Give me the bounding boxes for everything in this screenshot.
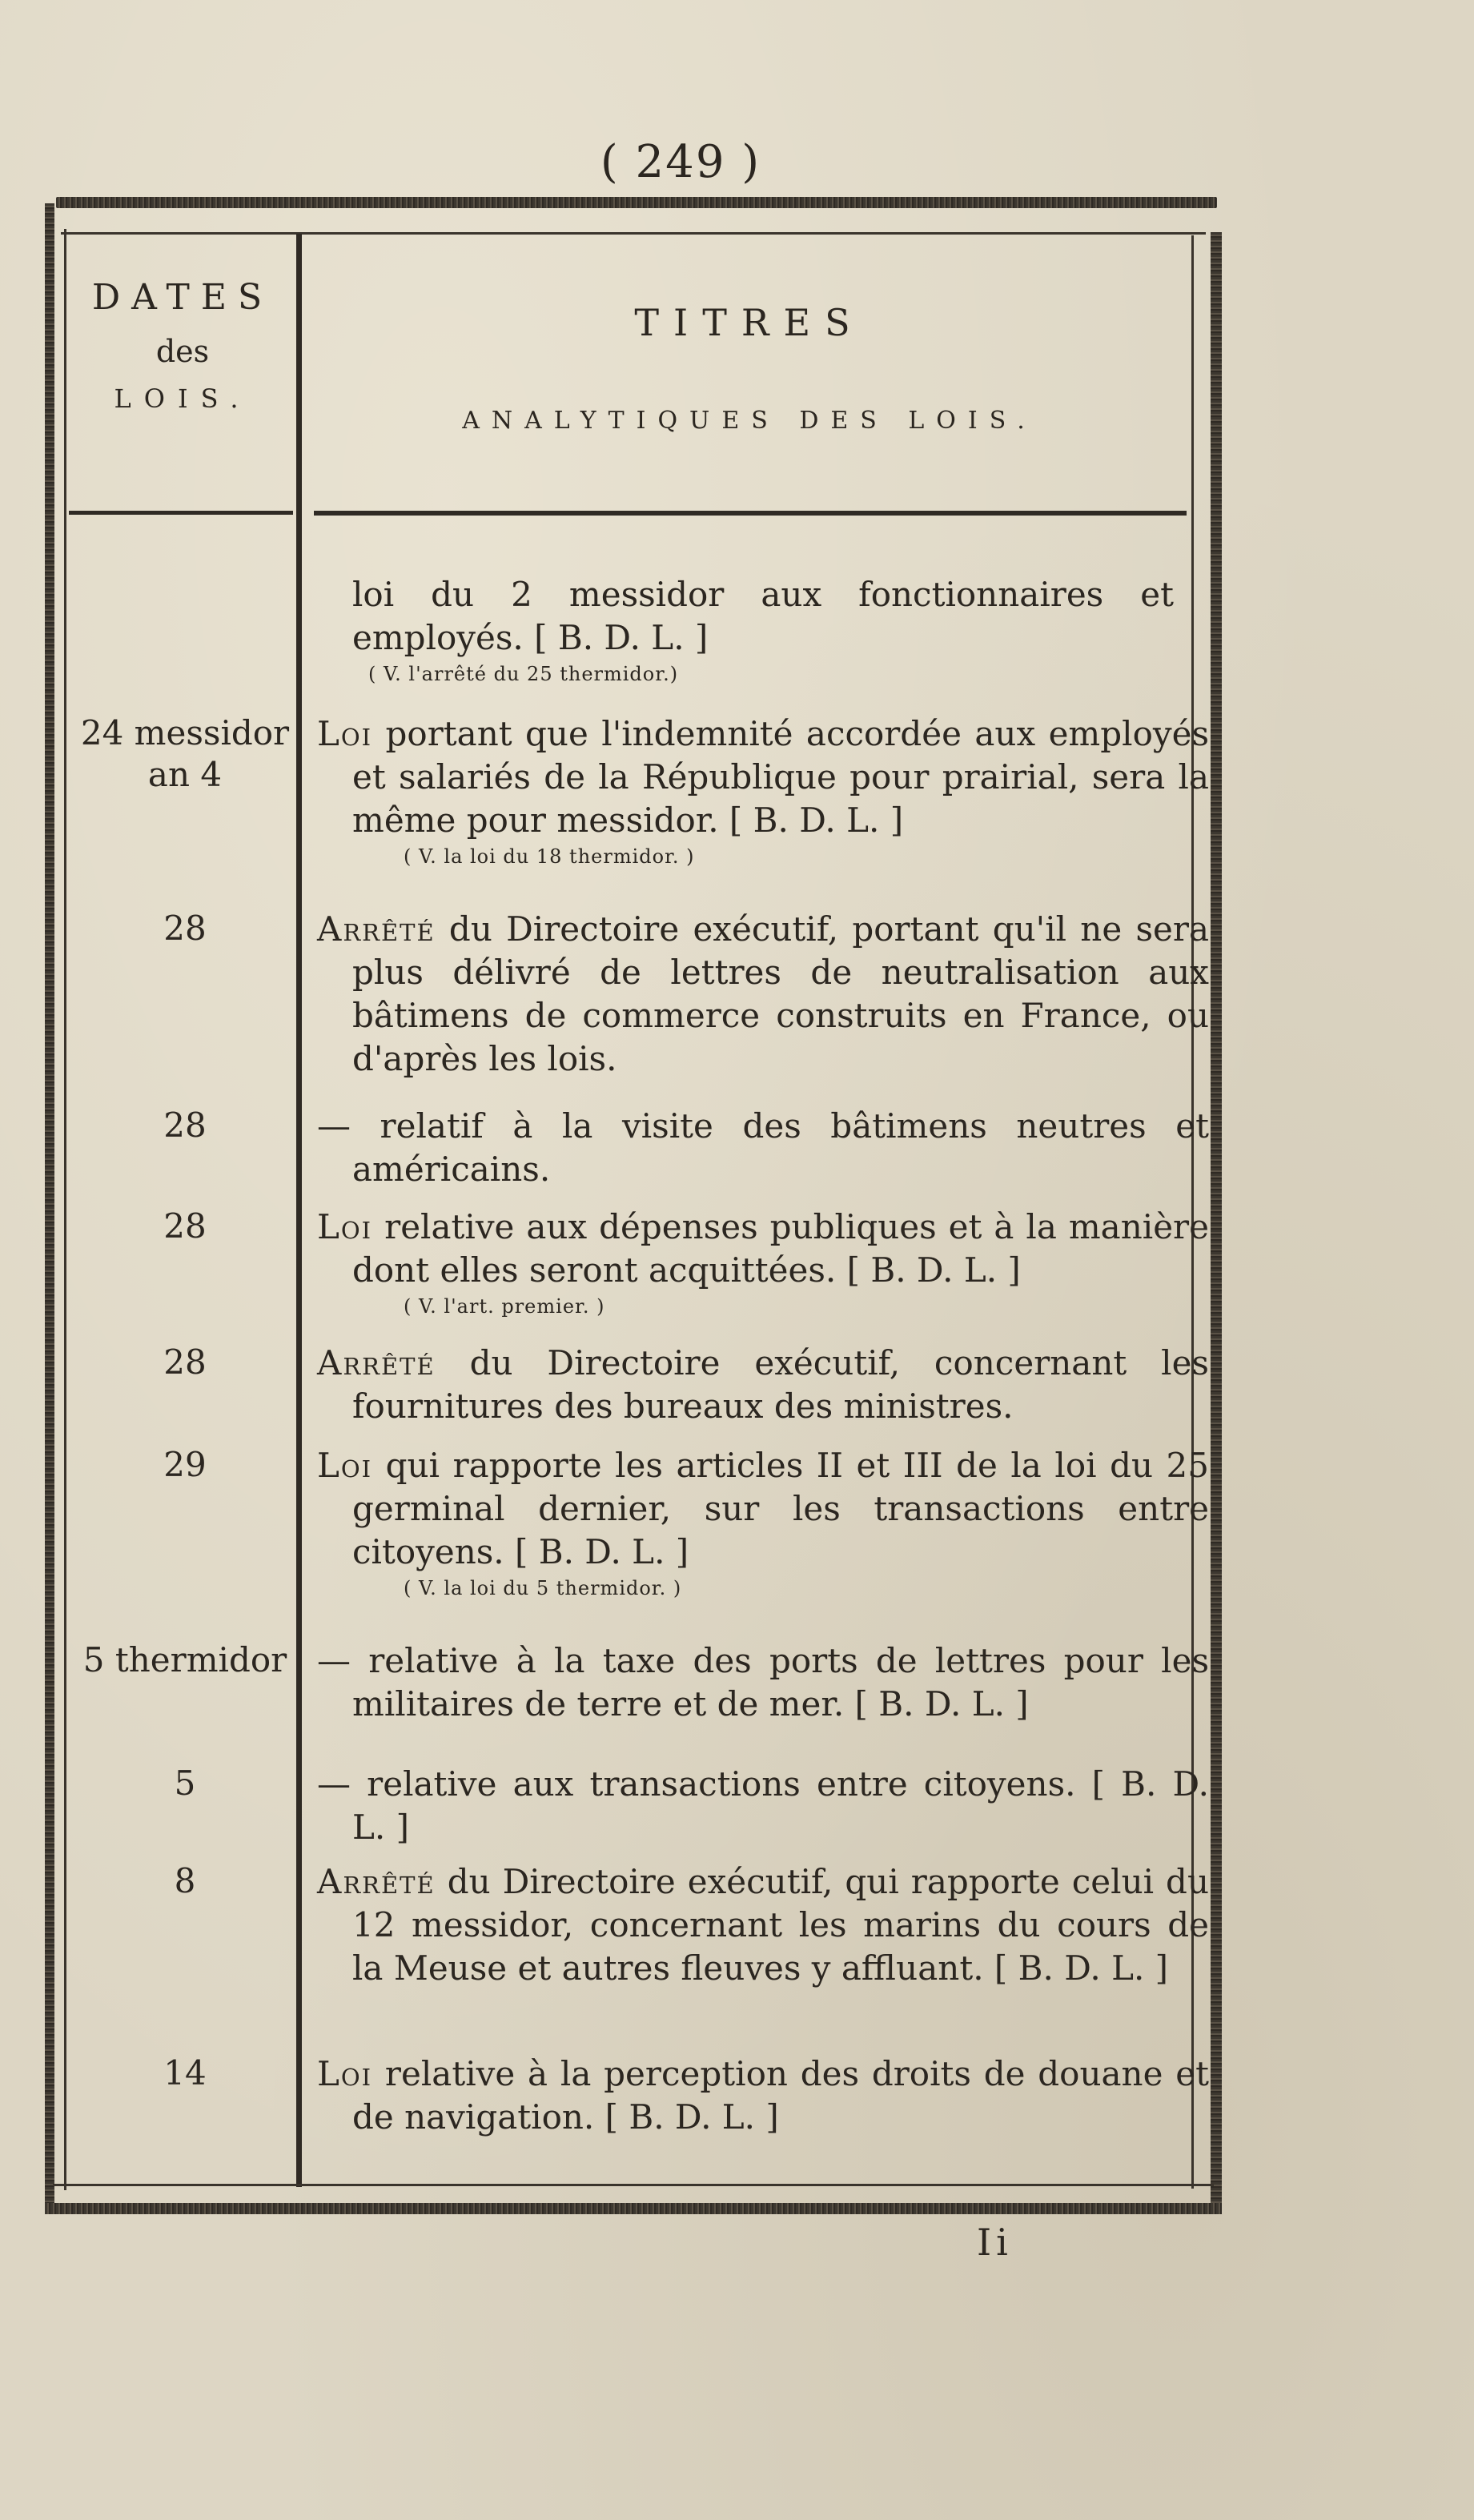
entry-date: 29 [163,1445,207,1484]
entry-text [317,1639,1209,1726]
entry-body: relative aux dépenses publiques et à la manière dont elles seront acquittées. [ B. D. L. ] [352,1207,1209,1290]
entry-lead: Arrêté [317,1343,436,1382]
entry-body: du Directoire exécutif, qui rapporte celui du 12 messidor, concernant les marins du cours de la Meuse et autres fleuves y affluant. [ B. D. L. ] [352,1862,1209,1988]
entry-body: — relative à la taxe des ports de lettres pour les militaires de terre et de mer. [ B. D. L. ] [317,1641,1209,1723]
entry-lead: Arrêté [317,909,436,949]
entry-note: ( V. la loi du 5 thermidor. ) [404,1577,682,1599]
header-dates-word: DATES [91,277,274,318]
entry-body: du Directoire exécutif, concernant les fournitures des bureaux des ministres. [352,1343,1209,1426]
entry-date: 5 [174,1764,196,1803]
entry-text [317,1105,1209,1191]
entry-date: 28 [163,1342,207,1382]
entry-text [317,573,1174,688]
entry-text [317,712,1209,871]
entry-note: ( V. la loi du 18 thermidor. ) [404,845,695,868]
page-number: ( 249 ) [600,136,761,188]
entry-date [69,712,301,796]
header-rule-dates [69,511,293,515]
top-border-rule [56,197,1217,208]
entry-text [317,1444,1209,1603]
header-lois-word: LOIS. [114,383,251,414]
entry-date: 5 thermidor [82,1640,287,1679]
bottom-border-rule [45,2203,1222,2214]
entry-date-year: an 4 [147,755,223,794]
header-des-word: des [155,334,210,369]
entry-text [317,2053,1209,2139]
entry-lead: Loi [317,1207,373,1246]
entry-text [317,1860,1209,1990]
entry-text [317,1763,1209,1849]
header-analytiques: ANALYTIQUES DES LOIS. [462,407,1037,435]
header-rule-titles [314,511,1187,516]
left-border-rule [45,203,54,2209]
entry-note: ( V. l'art. premier. ) [404,1295,605,1318]
entry-body: loi du 2 messidor aux fonctionnaires et employés. [ B. D. L. ] [352,575,1174,657]
left-thin-rule [64,229,66,2190]
entry-lead: Loi [317,714,373,753]
entry-body: relative à la perception des droits de douane et de navigation. [ B. D. L. ] [352,2054,1209,2137]
entry-date: 8 [174,1861,196,1900]
entry-body: — relative aux transactions entre citoyens. [ B. D. L. ] [317,1764,1209,1847]
bottom-thin-rule [53,2184,1214,2186]
entry-note: ( V. l'arrêté du 25 thermidor.) [368,663,679,685]
entry-body: portant que l'indemnité accordée aux employés et salariés de la République pour prairial, sera la même pour messidor. [ B. D. L. ] [352,714,1209,840]
entry-text [317,908,1209,1081]
table-frame [45,197,1222,2214]
entry-date: 28 [163,909,207,948]
entry-date-day: 24 messidor [80,713,290,752]
header-dates [72,277,293,414]
signature-mark: Ii [977,2221,1013,2264]
entry-text [317,1342,1209,1428]
header-titres: TITRES [634,301,865,344]
entry-date: 28 [163,1106,207,1145]
entry-body: — relatif à la visite des bâtimens neutres et américains. [317,1106,1209,1189]
entry-text [317,1206,1209,1321]
entry-date: 14 [163,2053,207,2093]
entry-lead: Loi [317,2054,373,2093]
entry-body: du Directoire exécutif, portant qu'il ne sera plus délivré de lettres de neutralisation aux bâtimens de commerce construits en France, ou d'après les lois. [352,909,1209,1078]
entry-lead: Arrêté [317,1862,436,1901]
top-thin-rule [61,232,1206,235]
entry-body: qui rapporte les articles II et III de la loi du 25 germinal dernier, sur les transactions entre citoyens. [ B. D. L. ] [352,1446,1209,1571]
entry-lead: Loi [317,1446,373,1485]
right-border-rule [1211,232,1222,2209]
entry-date: 28 [163,1206,207,1246]
